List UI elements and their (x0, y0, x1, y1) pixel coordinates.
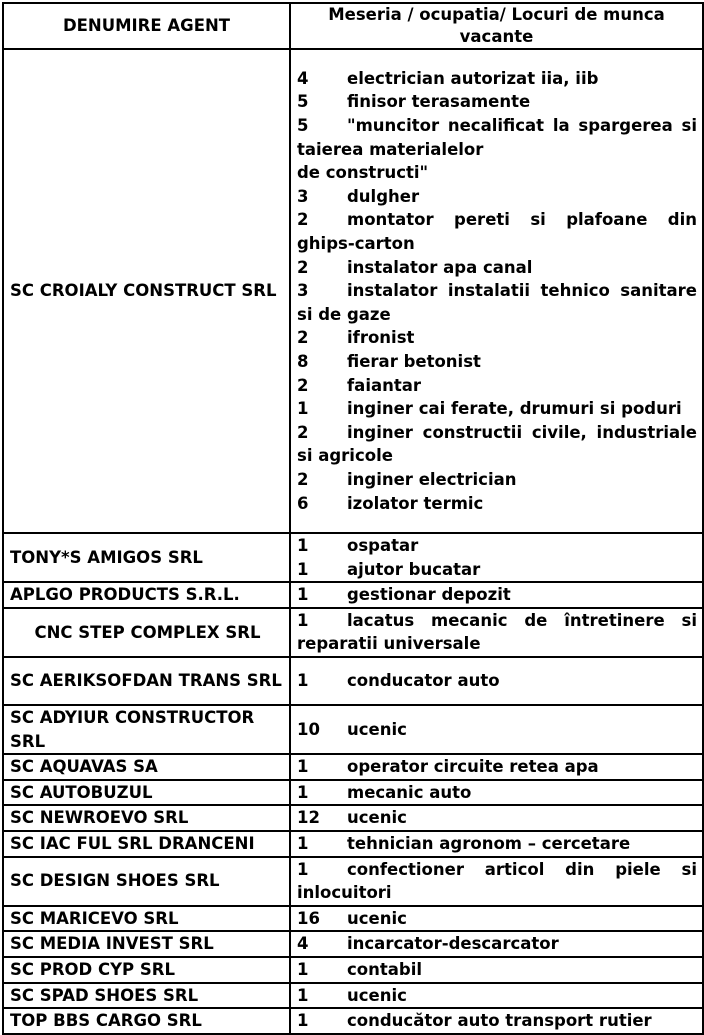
job-item (297, 907, 697, 931)
table-row (3, 983, 703, 1009)
table-row (3, 931, 703, 957)
job-title: mecanic auto (347, 782, 472, 802)
job-title: ucenic (347, 808, 407, 828)
agent-name: SC PROD CYP SRL (3, 957, 290, 983)
job-list (290, 983, 703, 1009)
job-item (297, 984, 697, 1008)
table-row (3, 49, 703, 533)
job-item (297, 185, 697, 209)
job-item (297, 534, 697, 558)
job-title: izolator termic (347, 493, 484, 513)
job-title: gestionar depozit (347, 585, 511, 605)
agent-name: SC MEDIA INVEST SRL (3, 931, 290, 957)
job-list (290, 857, 703, 906)
job-item (297, 832, 697, 856)
job-item (297, 858, 697, 905)
agent-name: SC DESIGN SHOES SRL (3, 857, 290, 906)
job-title: finisor terasamente (347, 92, 531, 112)
table-row (3, 754, 703, 780)
job-item (297, 583, 697, 607)
table-row (3, 906, 703, 932)
agent-name: TOP BBS CARGO SRL (3, 1008, 290, 1034)
agent-name: SC IAC FUL SRL DRANCENI (3, 831, 290, 857)
table-row (3, 1008, 703, 1034)
job-title: dulgher (347, 186, 420, 206)
job-item (297, 421, 697, 468)
job-title: lacatus mecanic de întretinere si reparatii universale (297, 610, 697, 654)
job-item (297, 755, 697, 779)
job-count: 1 (297, 399, 309, 419)
job-list (290, 805, 703, 831)
job-item (297, 374, 697, 398)
job-title: incarcator-descarcator (347, 934, 559, 954)
header-agent: DENUMIRE AGENT (3, 3, 290, 49)
job-count: 1 (297, 536, 309, 555)
job-item (297, 669, 697, 693)
job-count: 2 (297, 422, 309, 442)
agent-name: SC MARICEVO SRL (3, 906, 290, 932)
job-title: inginer constructii civile, industriale si agricole (297, 422, 697, 466)
job-title: ospatar (347, 536, 419, 555)
job-list (290, 49, 703, 533)
job-count: 2 (297, 257, 309, 277)
job-item (297, 67, 697, 91)
job-list (290, 780, 703, 806)
job-count: 4 (297, 68, 309, 88)
job-list (290, 831, 703, 857)
table-row (3, 957, 703, 983)
header-row (3, 3, 703, 49)
job-title: "muncitor necalificat la spargerea si taierea materialelor (297, 116, 697, 159)
job-count: 6 (297, 493, 309, 513)
job-count: 5 (297, 116, 309, 136)
job-item (297, 90, 697, 114)
job-count: 10 (297, 719, 320, 739)
job-item (297, 932, 697, 956)
job-item (297, 279, 697, 326)
job-count: 16 (297, 908, 320, 928)
job-item (297, 958, 697, 982)
job-list (290, 705, 703, 754)
agent-name: APLGO PRODUCTS S.R.L. (3, 582, 290, 608)
job-title: instalator apa canal (347, 257, 533, 277)
job-count: 1 (297, 859, 309, 879)
agent-name: SC SPAD SHOES SRL (3, 983, 290, 1009)
job-count: 3 (297, 281, 309, 301)
job-count: 2 (297, 328, 309, 348)
job-count: 1 (297, 671, 309, 691)
job-list (290, 582, 703, 608)
agent-name: CNC STEP COMPLEX SRL (3, 608, 290, 657)
agent-name: SC CROIALY CONSTRUCT SRL (3, 49, 290, 533)
agent-name: TONY*S AMIGOS SRL (3, 533, 290, 582)
job-title: montator pereti si plafoane din ghips-carton (297, 210, 697, 254)
table-row (3, 582, 703, 608)
job-title: ucenic (347, 985, 407, 1005)
table-row (3, 805, 703, 831)
table-row (3, 857, 703, 906)
job-title: ifronist (347, 328, 415, 348)
job-item (297, 1009, 697, 1033)
job-count: 3 (297, 186, 309, 206)
job-item (297, 350, 697, 374)
job-item (297, 256, 697, 280)
job-count: 2 (297, 469, 309, 489)
job-title: electrician autorizat iia, iib (347, 68, 599, 88)
job-title: operator circuite retea apa (347, 757, 599, 777)
job-item (297, 781, 697, 805)
job-title: conducator auto (347, 671, 500, 691)
job-item (297, 718, 697, 742)
job-item (297, 397, 697, 421)
agent-name: SC AQUAVAS SA (3, 754, 290, 780)
table-row (3, 608, 703, 657)
job-list (290, 957, 703, 983)
job-count: 8 (297, 351, 309, 371)
agent-name: SC ADYIUR CONSTRUCTOR SRL (3, 705, 290, 754)
table-row (3, 705, 703, 754)
job-list (290, 754, 703, 780)
job-list (290, 931, 703, 957)
job-count: 12 (297, 808, 320, 828)
job-count: 5 (297, 92, 309, 112)
job-count: 1 (297, 559, 309, 579)
job-count: 1 (297, 1011, 309, 1031)
job-title: ucenic (347, 908, 407, 928)
job-title: ajutor bucatar (347, 559, 481, 579)
agent-name: SC AERIKSOFDAN TRANS SRL (3, 657, 290, 705)
job-title: instalator instalatii tehnico sanitare si de gaze (297, 281, 697, 324)
job-title: conducător auto transport rutier (347, 1011, 652, 1031)
job-item (297, 208, 697, 255)
job-list (290, 1008, 703, 1034)
job-title: ucenic (347, 719, 407, 739)
table-row (3, 831, 703, 857)
table-row (3, 780, 703, 806)
header-jobs: Meseria / ocupatia/ Locuri de munca vacante (290, 3, 703, 49)
job-item (297, 492, 697, 516)
job-list (290, 906, 703, 932)
vacancies-table (2, 2, 704, 1035)
job-title: inginer cai ferate, drumuri si poduri (347, 399, 682, 419)
agent-name: SC AUTOBUZUL (3, 780, 290, 806)
job-title: contabil (347, 959, 423, 979)
agent-name: SC NEWROEVO SRL (3, 805, 290, 831)
job-title-continuation: de constructi" (297, 163, 429, 183)
table-row (3, 657, 703, 705)
job-count: 1 (297, 782, 309, 802)
job-count: 1 (297, 610, 309, 630)
job-list (290, 657, 703, 705)
job-list (290, 608, 703, 657)
job-count: 1 (297, 985, 309, 1005)
job-count: 2 (297, 210, 309, 230)
job-item (297, 326, 697, 350)
job-list (290, 533, 703, 582)
job-item (297, 468, 697, 492)
job-title: confectioner articol din piele si inlocuitori (297, 859, 697, 903)
job-count: 1 (297, 959, 309, 979)
job-title: inginer electrician (347, 469, 517, 489)
job-count: 4 (297, 934, 309, 954)
job-item (297, 609, 697, 656)
job-count: 1 (297, 585, 309, 605)
job-title: fierar betonist (347, 351, 481, 371)
table-row (3, 533, 703, 582)
job-count: 1 (297, 757, 309, 777)
job-title: tehnician agronom – cercetare (347, 833, 631, 853)
job-item (297, 806, 697, 830)
table-body (3, 49, 703, 1034)
job-title: faiantar (347, 375, 422, 395)
job-count: 1 (297, 833, 309, 853)
job-count: 2 (297, 375, 309, 395)
job-item (297, 114, 697, 161)
job-item (297, 558, 697, 582)
